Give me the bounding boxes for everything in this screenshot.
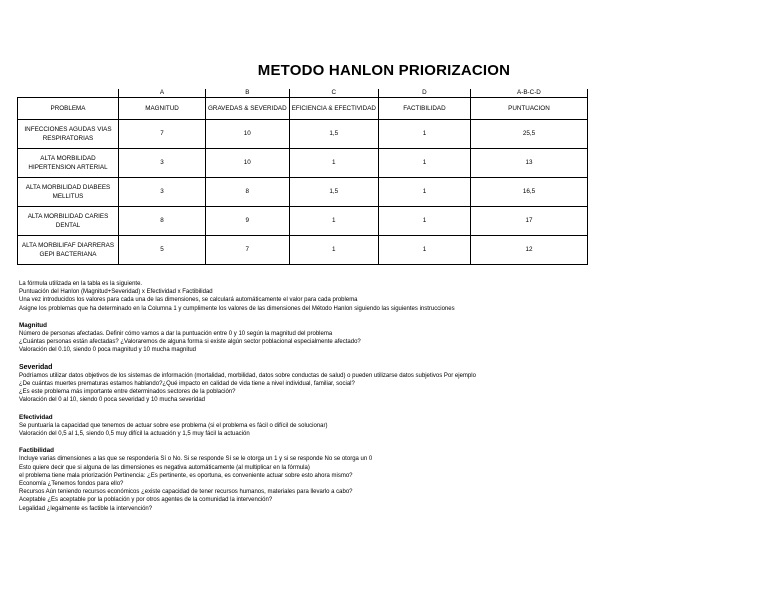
magnitud-cell: 5 [119, 236, 206, 265]
eficiencia-cell: 1 [289, 236, 378, 265]
instructions-text [19, 280, 749, 513]
column-letter: B [206, 89, 290, 98]
factibilidad-cell: 1 [378, 149, 470, 178]
gravedad-cell: 10 [206, 149, 290, 178]
magnitud-line: Número de personas afectadas. Definir cómo vamos a dar la puntuación entre 0 y 10 según la magnitud del problema [19, 331, 333, 338]
eficiencia-cell: 1 [289, 207, 378, 236]
magnitud-cell: 7 [119, 120, 206, 149]
factibilidad-line: Aceptable ¿Es aceptable por la población y por otros agentes de la comunidad la intervención? [19, 497, 273, 504]
section-heading-magnitud: Magnitud [19, 321, 47, 329]
puntuacion-cell: 16,5 [470, 178, 587, 207]
gravedad-cell: 10 [206, 120, 290, 149]
intro-line: Asigne los problemas que ha determinado en la Columna 1 y cumplimente los valores de las dimensiones del Método Hanlon siguiendo las siguientes instrucciones [19, 305, 455, 312]
column-letter: C [289, 89, 378, 98]
header-gravedad: GRAVEDAS & SEVERIDAD [206, 98, 290, 120]
section-heading-severidad: Severidad [19, 363, 53, 371]
puntuacion-cell: 12 [470, 236, 587, 265]
factibilidad-line: Recursos Aún teniendo recursos económicos ¿existe capacidad de tener recursos humanos, materiales para llevarlo a cabo? [19, 489, 353, 496]
column-letters-row [18, 89, 588, 98]
factibilidad-cell: 1 [378, 178, 470, 207]
magnitud-cell: 3 [119, 149, 206, 178]
header-factibilidad: FACTIBILIDAD [378, 98, 470, 120]
eficiencia-cell: 1,5 [289, 178, 378, 207]
eficiencia-cell: 1,5 [289, 120, 378, 149]
header-row [18, 98, 588, 120]
factibilidad-line: Economía ¿Tenemos fondos para ello? [19, 481, 124, 488]
table-row [18, 149, 588, 178]
factibilidad-line: Legalidad ¿legalmente es factible la intervención? [19, 505, 153, 512]
column-letter: D [378, 89, 470, 98]
table-row [18, 236, 588, 265]
efectividad-line: Valoración del 0,5 al 1,5, siendo 0,5 muy difícil la actuación y 1,5 muy fácil la actuación [19, 431, 250, 438]
gravedad-cell: 7 [206, 236, 290, 265]
factibilidad-cell: 1 [378, 120, 470, 149]
problem-cell: ALTA MORBILIDAD HIPERTENSION ARTERIAL [18, 149, 119, 178]
gravedad-cell: 8 [206, 178, 290, 207]
severidad-line: Podríamos utilizar datos objetivos de los sistemas de información (mortalidad, morbilidad, datos sobre conductas de salud) o pueden utilizarse datos subjetivos Por ejemplo [19, 372, 476, 379]
page-title: METODO HANLON PRIORIZACION [257, 62, 511, 79]
puntuacion-cell: 17 [470, 207, 587, 236]
puntuacion-cell: 25,5 [470, 120, 587, 149]
hanlon-table [17, 89, 588, 265]
section-heading-factibilidad: Factibilidad [19, 447, 54, 455]
magnitud-line: Valoración del 0.10, siendo 0 poca magnitud y 10 mucha magnitud [19, 347, 197, 354]
magnitud-cell: 3 [119, 178, 206, 207]
intro-line: Una vez introducidos los valores para cada una de las dimensiones, se calculará automáticamente el valor para cada problema [19, 297, 358, 304]
magnitud-cell: 8 [119, 207, 206, 236]
efectividad-line: Se puntuaría la capacidad que tenemos de actuar sobre ese problema (si el problema es fácil o difícil de solucionar) [19, 422, 328, 429]
gravedad-cell: 9 [206, 207, 290, 236]
eficiencia-cell: 1 [289, 149, 378, 178]
column-letter: A [119, 89, 206, 98]
factibilidad-cell: 1 [378, 236, 470, 265]
problem-cell: ALTA MORBILIDAD DIABEES MELLITUS [18, 178, 119, 207]
column-letter: A-B-C-D [470, 89, 587, 98]
severidad-line: ¿De cuántas muertes prematuras estamos hablando?¿Qué impacto en calidad de vida tiene a nivel individual, familiar, social? [19, 381, 355, 388]
problem-cell: INFECCIONES AGUDAS VIAS RESPIRATORIAS [18, 120, 119, 149]
header-puntuacion: PUNTUACION [470, 98, 587, 120]
factibilidad-line: Incluye varias dimensiones a las que se respondería Sí o No. Si se responde Sí se le otorga un 1 y si se responde No se otorga un 0 [19, 456, 373, 463]
formula-line: Puntuación del Hanlon (Magnitud+Severidad) x Efectividad x Factibilidad [19, 289, 213, 296]
intro-line: La fórmula utilizada en la tabla es la siguiente. [19, 281, 143, 287]
table-row [18, 178, 588, 207]
section-heading-efectividad: Efectividad [19, 413, 53, 421]
factibilidad-line: el problema tiene mala priorización Pertinencia: ¿Es pertinente, es oportuna, es conveniente actuar sobre esto ahora mismo? [19, 472, 353, 479]
magnitud-line: ¿Cuántas personas están afectadas? ¿Valoraremos de alguna forma si existe algún sector poblacional especialmente afectado? [19, 339, 361, 346]
problem-cell: ALTA MORBILIDAD CARIES DENTAL [18, 207, 119, 236]
factibilidad-cell: 1 [378, 207, 470, 236]
header-problema: PROBLEMA [18, 98, 119, 120]
table-row [18, 120, 588, 149]
severidad-line: ¿Es este problema más importante entre determinados sectores de la población? [19, 389, 236, 396]
table-row [18, 207, 588, 236]
factibilidad-line: Esto quiere decir que si alguna de las dimensiones es negativa automáticamente (al multiplicar en la fórmula) [19, 464, 310, 471]
header-magnitud: MAGNITUD [119, 98, 206, 120]
puntuacion-cell: 13 [470, 149, 587, 178]
problem-cell: ALTA MORBILIFAF DIARRERAS GEPI BACTERIANA [18, 236, 119, 265]
severidad-line: Valoración del 0 al 10, siendo 0 poca severidad y 10 mucha severidad [19, 397, 206, 404]
header-eficiencia: EFICIENCIA & EFECTIVIDAD [289, 98, 378, 120]
